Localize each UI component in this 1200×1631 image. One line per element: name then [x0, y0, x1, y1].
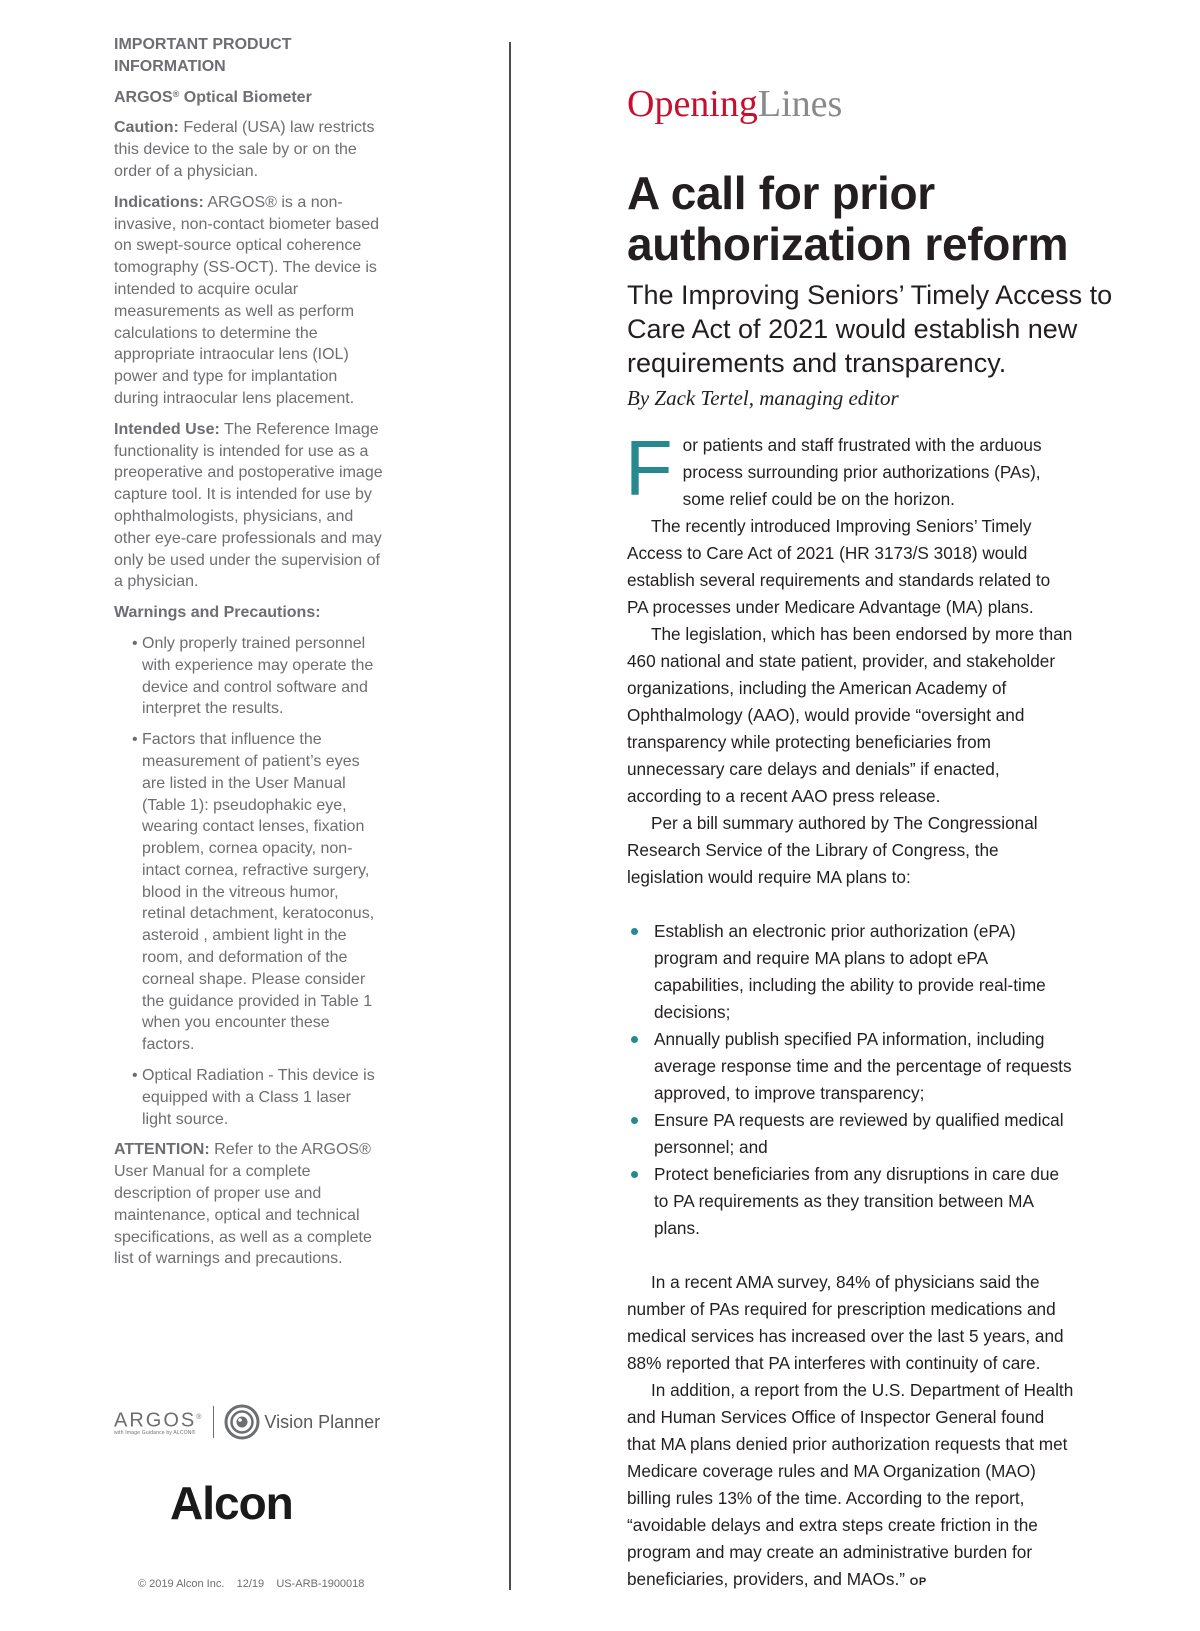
attention-paragraph: ATTENTION: Refer to the ARGOS® User Manual for a complete description of proper use and maintenance, optical and technical specifications, as well as a complete list of warnings and precautions.	[114, 1141, 372, 1268]
warning-item: • Only properly trained personnel with experience may operate the device and control software and interpret the results.	[132, 633, 384, 720]
caution-paragraph: Caution: Federal (USA) law restricts this device to the sale by or on the order of a physician.	[114, 119, 375, 180]
section-header	[627, 82, 1097, 126]
paragraph-4: Per a bill summary authored by The Congressional Research Service of the Library of Congress, the legislation would require MA plans to:	[627, 813, 1038, 887]
sidebar-header: IMPORTANT PRODUCT INFORMATION	[114, 36, 292, 75]
indications-paragraph: Indications: ARGOS® is a non-invasive, non-contact biometer based on swept-source optical coherence tomography (SS-OCT). The device is intended to acquire ocular measurements as well as perform calculations to determine the appropriate intraocular lens (IOL) power and type for implantation during intraocular lens placement.	[114, 193, 380, 407]
vision-planner-label: Vision Planner	[264, 1411, 381, 1432]
paragraph-1: For patients and staff frustrated with the arduous process surrounding prior authorizations (PAs), some relief could be on the horizon.	[625, 424, 1042, 512]
warnings-list	[114, 633, 384, 1131]
intended-use-paragraph: Intended Use: The Reference Image functionality is intended for use as a preoperative and postoperative image capture tool. It is intended for use by ophthalmologists, physicians, and other eye-care professionals and may only be used under the supervision of a physician.	[114, 420, 383, 591]
paragraph-3: The legislation, which has been endorsed by more than 460 national and state patient, provider, and stakeholder organizations, including the American Academy of Ophthalmology (AAO), would provide “oversight and transparency while protecting beneficiaries from unnecessary care delays and denials” if enacted, according to a recent AAO press release.	[627, 624, 1073, 806]
requirements-list	[627, 918, 1075, 1242]
caution-label: Caution:	[114, 119, 179, 137]
paragraph-5: In a recent AMA survey, 84% of physicians said the number of PAs required for prescription medications and medical services has increased over the last 5 years, and 88% reported that PA interferes with continuity of care.	[627, 1272, 1064, 1373]
product-logos	[114, 1400, 384, 1444]
attention-label: ATTENTION:	[114, 1141, 210, 1159]
warnings-heading: Warnings and Precautions:	[114, 604, 321, 622]
column-divider	[509, 42, 511, 1590]
vision-planner-icon	[224, 1404, 260, 1440]
article-deck: The Improving Seniors’ Timely Access to Care Act of 2021 would establish new requirements and transparency.	[627, 280, 1113, 378]
product-info-sidebar	[114, 34, 384, 1279]
requirement-item: Establish an electronic prior authorization (ePA) program and require MA plans to adopt ePA capabilities, including the ability to provide real-time decisions;	[627, 918, 1075, 1026]
article-headline: A call for prior authorization reform	[627, 167, 1069, 270]
paragraph-2: The recently introduced Improving Seniors’ Timely Access to Care Act of 2021 (HR 3173/S 3018) would establish several requirements and standards related to PA processes under Medicare Advantage (MA) plans.	[627, 516, 1051, 617]
article-body	[625, 424, 1075, 1596]
drop-cap: F	[625, 424, 673, 512]
warning-item: • Optical Radiation - This device is equipped with a Class 1 laser light source.	[132, 1065, 384, 1130]
requirement-item: Protect beneficiaries from any disruptions in care due to PA requirements as they transition between MA plans.	[627, 1161, 1075, 1242]
logo-divider	[213, 1406, 214, 1438]
copyright-line: © 2019 Alcon Inc. 12/19 US-ARB-1900018	[138, 1578, 365, 1590]
requirement-item: Ensure PA requests are reviewed by qualified medical personnel; and	[627, 1107, 1075, 1161]
alcon-logo: Alcon	[170, 1477, 293, 1529]
argos-logo: ARGOS® with Image Guidance by ALCON®	[114, 1409, 204, 1437]
indications-label: Indications:	[114, 193, 204, 211]
intended-use-label: Intended Use:	[114, 420, 220, 438]
end-mark: OP	[909, 1576, 927, 1588]
requirement-item: Annually publish specified PA information, including average response time and the percentage of requests approved, to improve transparency;	[627, 1026, 1075, 1107]
section-title: OpeningLines	[627, 83, 843, 125]
article-byline: By Zack Tertel, managing editor	[627, 386, 899, 410]
warning-item: • Factors that influence the measurement of patient’s eyes are listed in the User Manual (Table 1): pseudophakic eye, wearing contact lenses, fixation problem, cornea opacity, non-intact cornea, refractive surgery, blood in the vitreous humor, retinal detachment, keratoconus, asteroid , ambient light in the room, and deformation of the corneal shape. Please consider the guidance provided in Table 1 when you encounter these factors.	[132, 729, 384, 1056]
paragraph-6: In addition, a report from the U.S. Department of Health and Human Services Office of Inspector General found that MA plans denied prior authorization requests that met Medicare coverage rules and MA Organization (MAO) billing rules 13% of the time. According to the report, “avoidable delays and extra steps create friction in the program and may create an administrative burden for beneficiaries, providers, and MAOs.” OP	[627, 1380, 1074, 1589]
product-name: ARGOS® Optical Biometer	[114, 88, 312, 106]
